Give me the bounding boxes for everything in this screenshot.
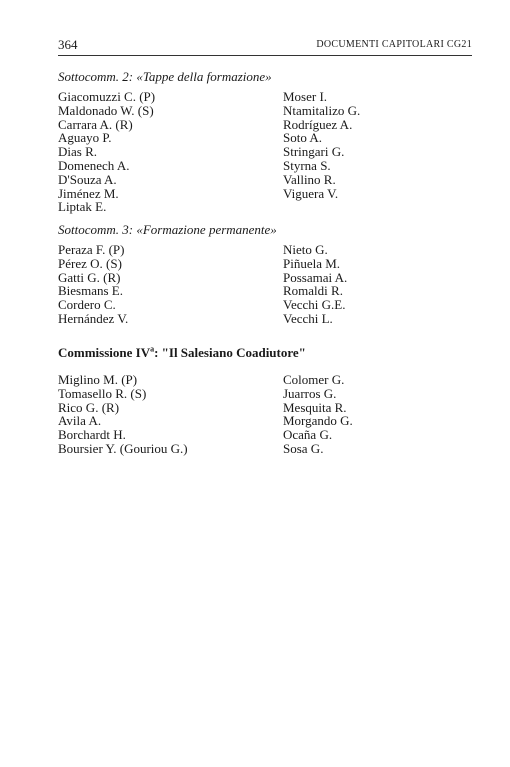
section-prefix: Sottocomm. 3: [58,222,137,237]
member-name: Dias R. [58,144,97,160]
member-name: Peraza F. (P) [58,242,125,257]
member-name: Pérez O. (S) [58,255,122,271]
member-name: Ntamitalizo G. [283,102,361,118]
subcommission-2 [58,69,472,215]
section-prefix: Commissione IV [58,345,151,360]
section-title [58,69,472,85]
member-name: Borchardt H. [58,427,126,443]
member-name: Boursier Y. (Gouriou G.) [58,440,188,456]
member-list-left [58,373,188,456]
subcommission-3 [58,222,472,326]
member-name: Tomasello R. (S) [58,385,147,401]
member-name: Cordero C. [58,297,116,313]
member-list-left [58,90,155,214]
member-name: Rodríguez A. [283,116,353,132]
member-name: Vecchi G.E. [283,297,346,313]
member-name: Biesmans E. [58,283,123,299]
member-name: Miglino M. (P) [58,372,138,387]
member-name: Soto A. [283,130,323,146]
member-name: Carrara A. (R) [58,116,133,132]
member-name: Juarros G. [283,385,337,401]
member-name: Vecchi L. [283,310,333,326]
member-name: D'Souza A. [58,171,117,187]
member-name: Moser I. [283,89,328,104]
member-name: Ocaña G. [283,427,333,443]
member-name: Romaldi R. [283,283,343,299]
member-list-right [283,373,353,456]
section-quote-title: «Tappe della formazione» [136,69,272,84]
member-name: Viguera V. [283,185,339,201]
section-quote-title: «Formazione permanente» [136,222,277,237]
member-name: Morgando G. [283,413,353,429]
member-name: Colomer G. [283,372,345,387]
running-head: DOCUMENTI CAPITOLARI CG21 [316,39,472,50]
member-name: Liptak E. [58,199,107,215]
member-name: Maldonado W. (S) [58,102,154,118]
member-name: Rico G. (R) [58,399,120,415]
member-list-right [283,90,360,200]
section-title [58,345,472,361]
member-name: Styrna S. [283,157,331,173]
section-title [58,222,472,238]
member-name: Aguayo P. [58,130,112,146]
member-name: Sosa G. [283,440,324,456]
section-prefix: Sottocomm. 2: [58,69,137,84]
page-number: 364 [58,37,78,52]
member-name: Avila A. [58,413,102,429]
member-name: Vallino R. [283,171,336,187]
member-name: Domenech A. [58,157,130,173]
member-name: Stringari G. [283,144,345,160]
member-name: Piñuela M. [283,255,341,271]
member-name: Giacomuzzi C. (P) [58,89,156,104]
commission-4 [58,344,472,456]
member-name: Mesquita R. [283,399,347,415]
section-quote-title: : "Il Salesiano Coadiutore" [154,345,306,360]
member-name: Jiménez M. [58,185,119,201]
member-name: Possamai A. [283,269,348,285]
member-name: Hernández V. [58,310,129,326]
header-rule [58,55,472,56]
member-list-left [58,243,128,326]
page-header [58,37,472,55]
section-superscript: a [150,344,155,354]
member-name: Nieto G. [283,242,328,257]
member-list-right [283,243,347,326]
member-name: Gatti G. (R) [58,269,121,285]
